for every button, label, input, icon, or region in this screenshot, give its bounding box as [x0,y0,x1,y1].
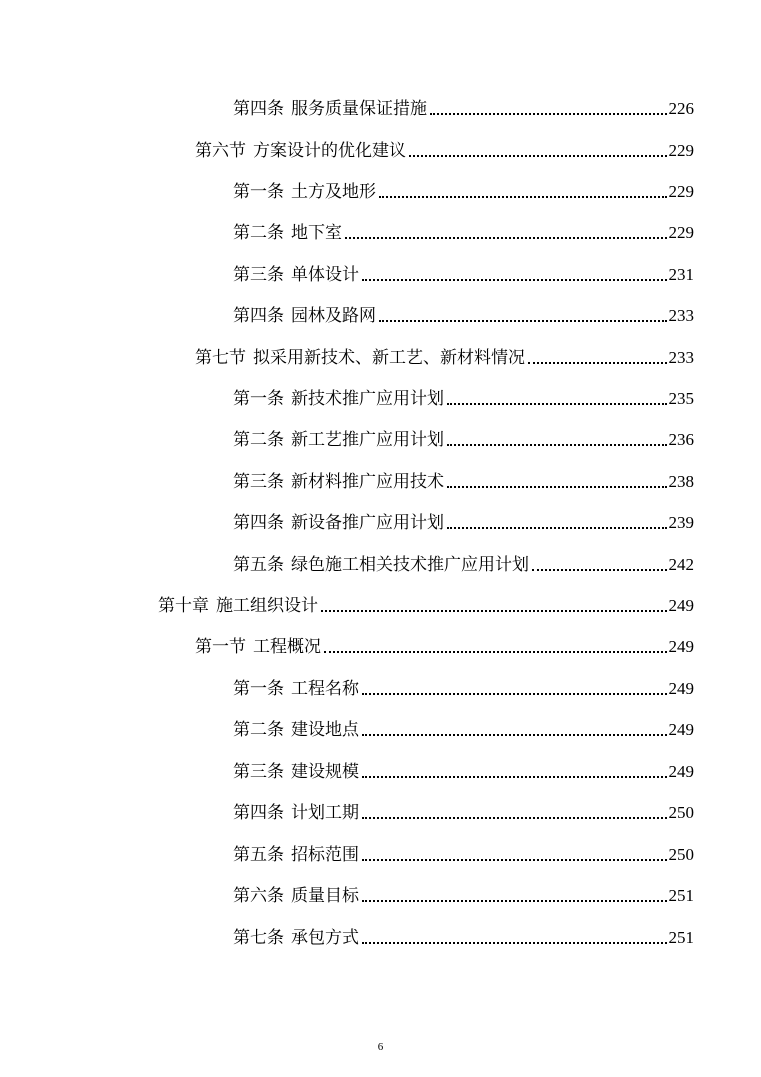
toc-dot-leader [447,527,667,529]
toc-dot-leader [362,734,667,736]
toc-entry-article[interactable] [233,512,694,534]
toc-entry-label [233,844,359,866]
toc-entry-number: 第四条 [233,803,284,823]
toc-entry-number: 第一条 [233,389,284,409]
toc-entry-number: 第七节 [195,348,246,368]
toc-entry-number: 第六条 [233,886,284,906]
toc-entry-title: 建设地点 [291,720,359,740]
toc-entry-page: 249 [668,762,694,781]
toc-entry-number: 第七条 [233,928,284,948]
toc-entry-article[interactable] [233,264,694,286]
toc-entry-number: 第一条 [233,679,284,699]
toc-entry-page: 233 [668,306,694,325]
toc-dot-leader [532,569,667,571]
toc-entry-label [233,719,359,741]
toc-entry-title: 建设规模 [291,762,359,782]
toc-entry-label [233,885,359,907]
toc-dot-leader [362,900,667,902]
toc-entry-number: 第二条 [233,430,284,450]
toc-entry-number: 第十章 [158,596,209,616]
toc-entry-title: 新工艺推广应用计划 [291,430,444,450]
toc-dot-leader [447,444,667,446]
toc-entry-title: 工程概况 [253,637,321,657]
toc-dot-leader [324,651,667,653]
toc-entry-page: 250 [668,845,694,864]
toc-entry-number: 第一条 [233,182,284,202]
toc-entry-label [233,512,444,534]
toc-entry-page: 229 [668,182,694,201]
toc-entry-number: 第一节 [195,637,246,657]
toc-entry-page: 235 [668,389,694,408]
toc-entry-label [233,264,359,286]
toc-entry-number: 第二条 [233,223,284,243]
toc-entry-article[interactable] [233,388,694,410]
toc-dot-leader [362,817,667,819]
toc-entry-label [233,305,376,327]
toc-entry-title: 质量目标 [291,886,359,906]
toc-entry-label [233,471,444,493]
toc-entry-chapter[interactable] [158,595,694,617]
toc-entry-title: 园林及路网 [291,306,376,326]
toc-dot-leader [430,113,667,115]
toc-entry-number: 第三条 [233,265,284,285]
toc-entry-label [233,802,359,824]
toc-entry-title: 工程名称 [291,679,359,699]
toc-entry-page: 238 [668,472,694,491]
toc-entry-page: 249 [668,596,694,615]
toc-entry-label [233,429,444,451]
toc-entry-article[interactable] [233,471,694,493]
toc-entry-number: 第三条 [233,472,284,492]
toc-entry-page: 250 [668,803,694,822]
toc-entry-article[interactable] [233,802,694,824]
toc-entry-page: 229 [668,223,694,242]
toc-entry-title: 土方及地形 [291,182,376,202]
toc-entry-label [195,347,525,369]
toc-entry-page: 239 [668,513,694,532]
toc-entry-number: 第五条 [233,845,284,865]
toc-entry-article[interactable] [233,761,694,783]
toc-entry-article[interactable] [233,844,694,866]
toc-entry-article[interactable] [233,678,694,700]
toc-dot-leader [447,403,667,405]
toc-entry-page: 251 [668,928,694,947]
toc-entry-title: 施工组织设计 [216,596,318,616]
toc-entry-label [233,554,529,576]
toc-entry-article[interactable] [233,927,694,949]
toc-entry-label [195,140,406,162]
toc-entry-title: 绿色施工相关技术推广应用计划 [291,555,529,575]
toc-entry-page: 249 [668,637,694,656]
toc-entry-page: 242 [668,555,694,574]
toc-entry-number: 第四条 [233,99,284,119]
toc-entry-article[interactable] [233,719,694,741]
toc-entry-section[interactable] [195,140,694,162]
toc-entry-title: 拟采用新技术、新工艺、新材料情况 [253,348,525,368]
toc-dot-leader [362,693,667,695]
page-number: 6 [377,1041,384,1053]
toc-dot-leader [447,486,667,488]
toc-dot-leader [362,942,667,944]
toc-entry-title: 新设备推广应用计划 [291,513,444,533]
toc-entry-page: 249 [668,720,694,739]
toc-entry-section[interactable] [195,347,694,369]
toc-entry-title: 招标范围 [291,845,359,865]
toc-entry-label [233,98,427,120]
toc-entry-number: 第六节 [195,141,246,161]
toc-entry-number: 第二条 [233,720,284,740]
toc-entry-article[interactable] [233,98,694,120]
toc-entry-label [233,222,342,244]
toc-dot-leader [345,237,667,239]
toc-entry-article[interactable] [233,885,694,907]
toc-dot-leader [362,776,667,778]
toc-entry-page: 236 [668,430,694,449]
toc-entry-number: 第四条 [233,306,284,326]
toc-dot-leader [409,155,667,157]
toc-dot-leader [528,362,667,364]
toc-entry-page: 226 [668,99,694,118]
toc-entry-page: 231 [668,265,694,284]
toc-dot-leader [379,196,667,198]
toc-entry-label [195,636,321,658]
toc-entry-label [233,927,359,949]
toc-dot-leader [362,859,667,861]
toc-entry-title: 地下室 [291,223,342,243]
toc-entry-title: 新材料推广应用技术 [291,472,444,492]
toc-entry-title: 新技术推广应用计划 [291,389,444,409]
toc-entry-label [233,388,444,410]
toc-entry-page: 249 [668,679,694,698]
toc-entry-number: 第四条 [233,513,284,533]
toc-entry-label [233,181,376,203]
toc-dot-leader [379,320,667,322]
toc-entry-title: 方案设计的优化建议 [253,141,406,161]
toc-entry-title: 服务质量保证措施 [291,99,427,119]
toc-entry-article[interactable] [233,181,694,203]
toc-entry-article[interactable] [233,222,694,244]
toc-entry-title: 计划工期 [291,803,359,823]
toc-dot-leader [321,610,667,612]
toc-entry-article[interactable] [233,554,694,576]
toc-entry-title: 单体设计 [291,265,359,285]
toc-entry-page: 251 [668,886,694,905]
toc-dot-leader [362,279,667,281]
toc-entry-label [233,761,359,783]
toc-entry-number: 第三条 [233,762,284,782]
toc-entry-number: 第五条 [233,555,284,575]
toc-entry-title: 承包方式 [291,928,359,948]
toc-entry-article[interactable] [233,429,694,451]
toc-entry-section[interactable] [195,636,694,658]
toc-entry-page: 229 [668,141,694,160]
toc-entry-article[interactable] [233,305,694,327]
toc-entry-page: 233 [668,348,694,367]
toc-entry-label [233,678,359,700]
toc-entry-label [158,595,318,617]
